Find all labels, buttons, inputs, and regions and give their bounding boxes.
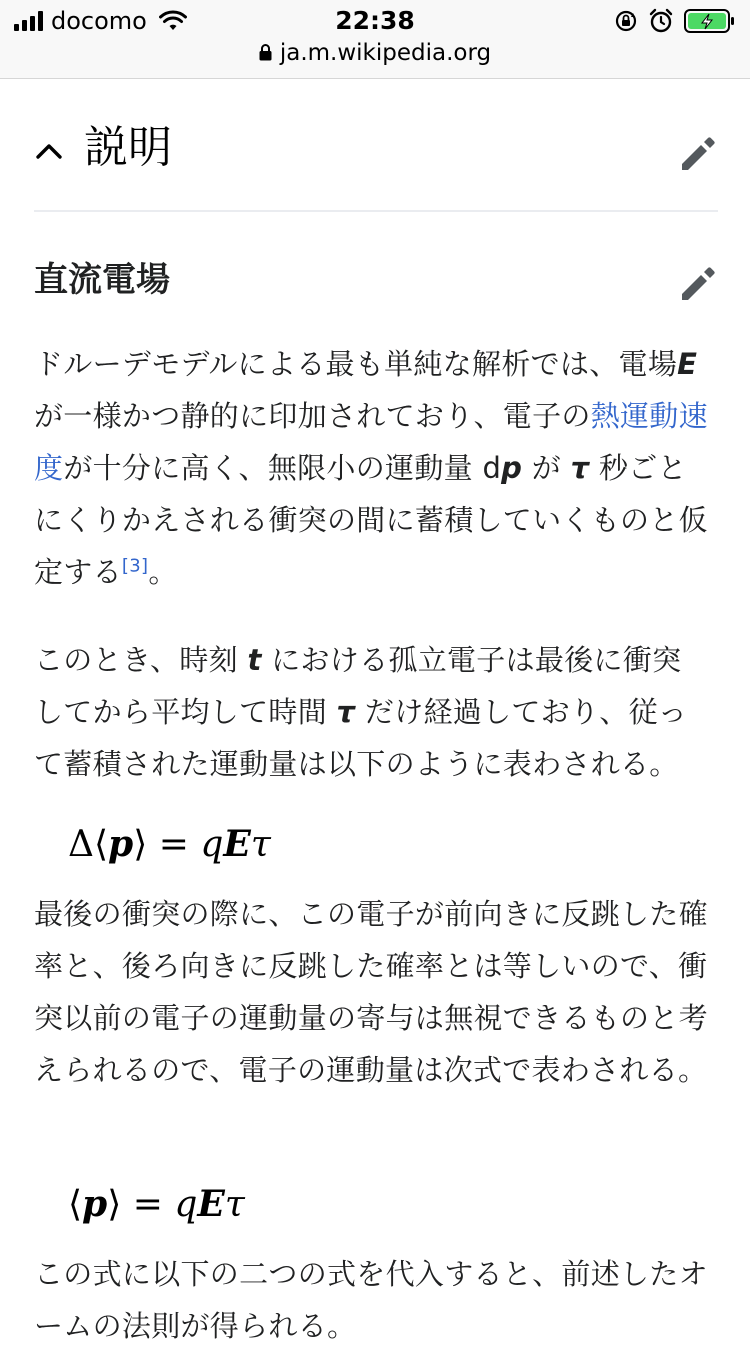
eq2-equals: = xyxy=(132,1184,163,1225)
carrier-name: docomo xyxy=(51,7,147,35)
eq2-p: p xyxy=(82,1183,108,1225)
paragraph-3 xyxy=(34,888,710,1096)
equation-momentum-change xyxy=(68,820,271,869)
para1-text-b: が一様かつ静的に印加されており、電子の xyxy=(34,399,591,433)
eq2-q: q xyxy=(174,1184,198,1225)
link-thermal-velocity[interactable]: 熱運動速度 xyxy=(34,399,708,485)
address-bar[interactable] xyxy=(0,40,750,66)
clock: 22:38 xyxy=(335,6,415,35)
eq2-rangle: ⟩ xyxy=(107,1184,122,1225)
paragraph-1 xyxy=(34,338,710,598)
eq1-q: q xyxy=(200,824,224,865)
status-bar xyxy=(0,0,750,79)
eq2-E: E xyxy=(197,1183,225,1225)
para1-text-e: 秒ごとにくりかえされる衝突の間に蓄積していくものと仮定する xyxy=(34,451,708,589)
eq1-E: E xyxy=(223,823,251,865)
eq2-langle: ⟨ xyxy=(68,1184,83,1225)
paragraph-4 xyxy=(34,1248,710,1352)
eq1-langle: ⟨ xyxy=(94,824,109,865)
math-var-E: E xyxy=(677,347,698,381)
section-title: 説明 xyxy=(84,122,172,173)
edit-subsection-pencil-icon[interactable] xyxy=(678,264,718,304)
edit-section-pencil-icon[interactable] xyxy=(678,134,718,174)
rotation-lock-icon xyxy=(614,9,638,33)
para2-text-a: このとき、時刻 xyxy=(34,643,238,677)
section-header[interactable] xyxy=(34,118,718,212)
para3-text: 最後の衝突の際に、この電子が前向きに反跳した確率と、後ろ向きに反跳した確率とは等しいので、衝突以前の電子の運動量の寄与は無視できるものと考えられるので、電子の運動量は次式で表わされる。 xyxy=(34,897,708,1087)
paragraph-2 xyxy=(34,634,710,790)
para1-text-c: が十分に高く、無限小の運動量 d xyxy=(63,451,502,485)
para2-text-b: における孤立電子は最後に衝突してから平均して時間 xyxy=(34,643,682,729)
equation-momentum xyxy=(68,1180,245,1229)
chevron-up-icon[interactable] xyxy=(34,136,64,166)
para4-text: この式に以下の二つの式を代入すると、前述したオームの法則が得られる。 xyxy=(34,1257,708,1343)
eq1-rangle: ⟩ xyxy=(133,824,148,865)
eq1-p: p xyxy=(108,823,134,865)
eq1-delta: Δ xyxy=(68,824,94,865)
eq1-equals: = xyxy=(158,824,189,865)
math-var-t: t xyxy=(247,643,262,677)
math-var-tau-2: τ xyxy=(336,695,356,729)
status-right xyxy=(614,8,736,34)
alarm-icon xyxy=(648,8,674,34)
reference-3[interactable]: [3] xyxy=(121,555,149,577)
url-text: ja.m.wikipedia.org xyxy=(279,40,492,66)
lock-icon xyxy=(259,44,272,61)
eq2-tau: τ xyxy=(224,1184,245,1225)
battery-charging-icon xyxy=(684,9,736,33)
para1-text-f: 。 xyxy=(148,555,178,589)
para2-text-c: だけ経過しており、従って蓄積された運動量は以下のように表わされる。 xyxy=(34,695,688,781)
eq1-tau: τ xyxy=(250,824,271,865)
para1-text-d: が xyxy=(531,451,562,485)
subsection-title: 直流電場 xyxy=(34,260,170,300)
subsection-header xyxy=(34,252,718,312)
math-var-tau: τ xyxy=(570,451,590,485)
math-var-p: p xyxy=(501,451,523,485)
para1-text-a: ドルーデモデルによる最も単純な解析では、電場 xyxy=(34,347,678,381)
